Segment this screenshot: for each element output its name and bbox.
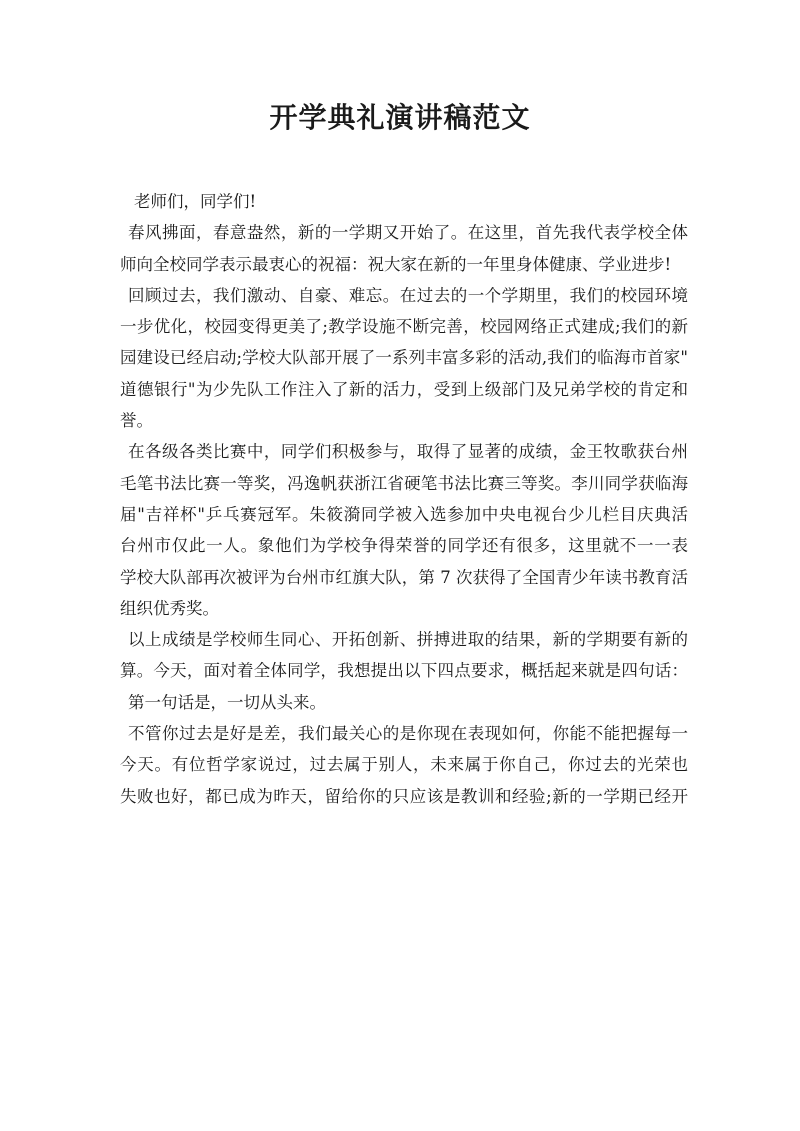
section-heading-line: 第一句话是，一切从头来。 [128, 692, 326, 712]
paragraph-line: 春风拂面，春意盎然，新的一学期又开始了。在这里，首先我代表学校全体 [128, 223, 688, 243]
document-title: 开学典礼演讲稿范文 [269, 101, 531, 134]
paragraph-line: 今天。有位哲学家说过，过去属于别人，未来属于你自己，你过去的光荣也 [120, 755, 688, 775]
paragraph-line: 园建设已经启动;学校大队部开展了一系列丰富多彩的活动,我们的临海市首家" [120, 348, 688, 368]
paragraph-line: 算。今天，面对着全体同学，我想提出以下四点要求，概括起来就是四句话： [120, 661, 688, 681]
paragraph-line: 道德银行"为少先队工作注入了新的活力，受到上级部门及兄弟学校的肯定和 [120, 379, 688, 399]
paragraph-line: 届"吉祥杯"乒乓赛冠军。朱筱漪同学被入选参加中央电视台少儿栏目庆典活 [120, 504, 688, 524]
paragraph-line: 失败也好，都已成为昨天，留给你的只应该是教训和经验;新的一学期已经开 [120, 786, 688, 806]
paragraph-line: 台州市仅此一人。象他们为学校争得荣誉的同学还有很多，这里就不一一表 [120, 536, 688, 556]
paragraph-line: 在各级各类比赛中，同学们积极参与，取得了显著的成绩，金王牧歌获台州 [128, 442, 688, 462]
paragraph-line: 以上成绩是学校师生同心、开拓创新、拼搏进取的结果，新的学期要有新的 [128, 630, 688, 650]
paragraph-line: 毛笔书法比赛一等奖，冯逸帆获浙江省硬笔书法比赛三等奖。李川同学获临海 [120, 473, 688, 493]
paragraph-line: 不管你过去是好是差，我们最关心的是你现在表现如何，你能不能把握每一 [128, 724, 688, 744]
paragraph-line: 学校大队部再次被评为台州市红旗大队，第 7 次获得了全国青少年读书教育活 [120, 567, 688, 587]
document-body [120, 186, 688, 812]
paragraph-line: 组织优秀奖。 [120, 598, 219, 618]
paragraph-line: 誉。 [120, 411, 153, 431]
paragraph-line: 师向全校同学表示最衷心的祝福：祝大家在新的一年里身体健康、学业进步! [120, 254, 672, 274]
salutation-line: 老师们，同学们! [134, 192, 257, 211]
paragraph-line: 回顾过去，我们激动、自豪、难忘。在过去的一个学期里，我们的校园环境 [128, 285, 688, 305]
paragraph-line: 一步优化，校园变得更美了;教学设施不断完善，校园网络正式建成;我们的新 [120, 317, 688, 337]
